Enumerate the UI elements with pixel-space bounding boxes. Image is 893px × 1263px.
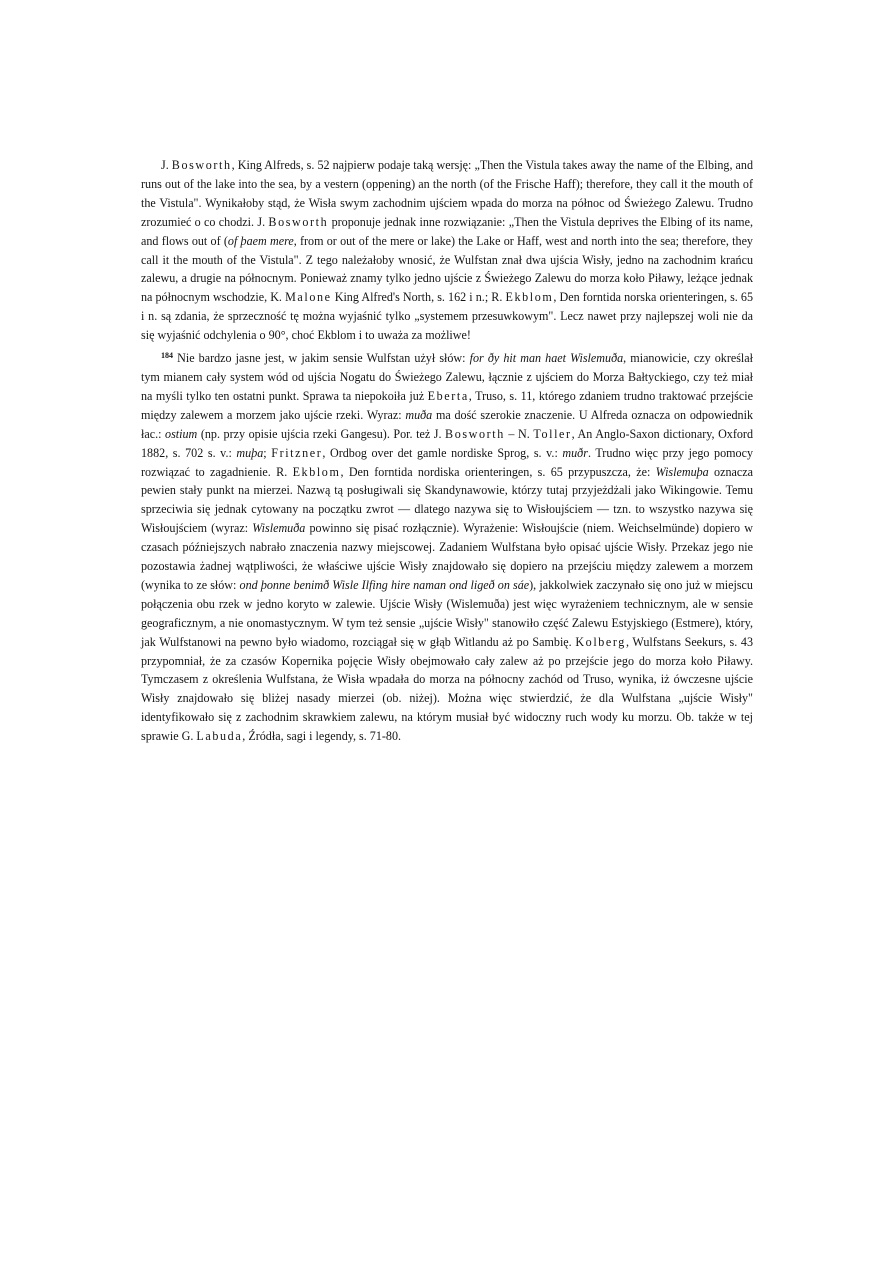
italic-term: Wislemuða [252,521,306,536]
text-run: (np. przy opisie ujścia rzeki Gangesu). Por. też J. [197,426,446,441]
text-run: , from or out of the mere or lake) the Lake or Haff, west and north into the sea; therefore, they call it the mouth of the Vistula". Z tego należałoby wnosić, że Wulfstan znał dwa ujścia Wisły, jedno na zachodnim krańcu zalewu, a drugie na północnym. Ponieważ znamy tylko jedno ujście z Świeżego Zalewu do morza koło Piławy, leżące jednak na północnym wschodzie, K. [141,233,753,305]
author-name: Eberta [427,388,469,403]
author-name: Labuda [196,729,243,744]
text-run: ma dość szerokie znaczenie. U Alfreda oznacza on odpowiednik łac.: [141,407,753,441]
text-run: oznacza pewien stały punkt na mierzei. Nazwą tą posługiwali się Skandynawowie, którzy tutaj przyjeżdżali jako Wikingowie. Temu sprzeciwia się jednak cytowany na początku zwrot — dlatego nazywa się to Wisłoujściem — tzn. to wszystko nazywa się Wisłoujściem (wyraz: [141,464,753,536]
author-name: Ekblom [505,290,554,305]
italic-term: ond þonne benimð Wisle Ilfing hire naman ond ligeð on sáe [239,577,530,592]
italic-term: for ðy hit man haet Wislemuða [469,351,624,366]
author-name: Malone [285,290,332,305]
italic-term: muðr [562,445,588,460]
text-run: . Trudno więc przy jego pomocy rozwiązać to zagadnienie. R. [141,445,753,479]
text-run: powinno się pisać rozłącznie). Wyrażenie: Wisłoujście (niem. Weichselmünde) dopiero w czasach późniejszych nabrało znaczenia nazwy miejscowej. Zadaniem Wulfstana było opisać ujście Wisły. Przekaz jego nie pozostawia żadnej wątpliwości, że właściwe ujście Wisły znajdowało się dopiero na przejściu między zalewem a morzem (wynika to ze słów: [141,521,753,592]
italic-term: Wislemuþa [655,464,709,479]
italic-term: muða [405,407,433,422]
text-run: , An Anglo-Saxon dictionary, Oxford 1882, s. 702 s. v.: [141,426,753,460]
text-run: , Źródła, sagi i legendy, s. 71-80. [242,729,402,744]
author-name: Bosworth [268,214,329,229]
text-run: ; [263,445,272,460]
italic-term: of þaem mere [227,233,294,248]
text-run: , Den forntida nordiska orienteringen, s. 65 przypuszcza, że: [340,464,656,479]
text-run: ), jakkolwiek zaczynało się ono już w miejscu połączenia obu rzek w jedno koryto w zalewie. Ujście Wisły (Wislemuða) jest więc wyrażeniem technicznym, ale w sensie geograficznym, a nie onomastycznym. W tym też sensie „ujście Wisły" stanowiło część Zalewu Estyjskiego (Estmere), który, jak Wulfstanowi na pewno było wiadomo, rozciągał się w głąb Witlandu aż po Sambię. [141,577,753,649]
text-run: – N. [504,426,534,441]
text-run: , King Alfreds, s. 52 najpierw podaje taką wersję: „Then the Vistula takes away the name of the Elbing, and runs out of the lake into the sea, by a vestern (oppening) an the north (of the Frische Haff); therefore, they call it the mouth of the Vistula". Wynikałoby stąd, że Wisła swym zachodnim ujściem wpada do morza na północ od Świeżego Zalewu. Trudno zrozumieć o co chodzi. J. [141,158,753,229]
text-run: , mianowicie, czy określał tym mianem cały system wód od ujścia Nogatu do Świeżego Zalewu, łącznie z ujściem do Morza Bałtyckiego, czy też miał na myśli tylko ten ostatni punkt. Sprawa ta niepokoiła już [141,351,754,403]
text-run: proponuje jednak inne rozwiązanie: „Then the Vistula deprives the Elbing of its name, and flows out of ( [141,214,753,248]
text-run: King Alfred's North, s. 162 i n.; R. [331,290,506,305]
author-name: Fritzner [271,445,323,460]
text-run: , Den forntida norska orienteringen, s. 65 i n. są zdania, że sprzeczność tę można wyjaśnić tylko „systemem przesuwkowym". Lecz nawet przy najlepszej woli nie da się wyjaśnić odchylenia o 90°, choć Ekblom i to uważa za możliwe! [141,290,753,343]
text-run: Nie bardzo jasne jest, w jakim sensie Wulfstan użył słów: [173,351,470,366]
italic-term: ostium [165,426,198,441]
footnote-184 [141,349,753,746]
author-name: Bosworth [171,158,232,172]
text-run: J. [161,158,172,172]
text-run: , Ordbog over det gamle nordiske Sprog, s. v.: [322,445,563,460]
author-name: Toller [533,426,572,441]
footnote-number: 184 [161,351,173,361]
author-name: Ekblom [292,464,341,479]
text-run: , Wulfstans Seekurs, s. 43 przypomniał, że za czasów Kopernika pojęcie Wisły obejmowało cały zalew aż po przejście jego do morza koło Piławy. Tymczasem z określenia Wulfstana, że Wisła wpadała do morza na północny zachód od Truso, wynika, iż ówczesne ujście Wisły znajdowało się bliżej nasady mierzei (ob. niżej). Można więc stwierdzić, że dla Wulfstana „ujście Wisły" identyfikowało się z zachodnim skrawkiem zalewu, na którym musiał być widoczny ruch wody ku morzu. Ob. także w tej sprawie G. [141,634,753,744]
footnote-text [141,351,753,743]
author-name: Bosworth [445,426,505,441]
scanned-page-text [141,156,753,746]
paragraph-bosworth-vistula [141,156,753,345]
author-name: Kolberg [575,634,626,649]
text-run: , Truso, s. 11, którego zdaniem trudno traktować przejście między zalewem a morzem jako ujście rzeki. Wyraz: [141,388,753,422]
italic-term: muþa [236,445,264,460]
